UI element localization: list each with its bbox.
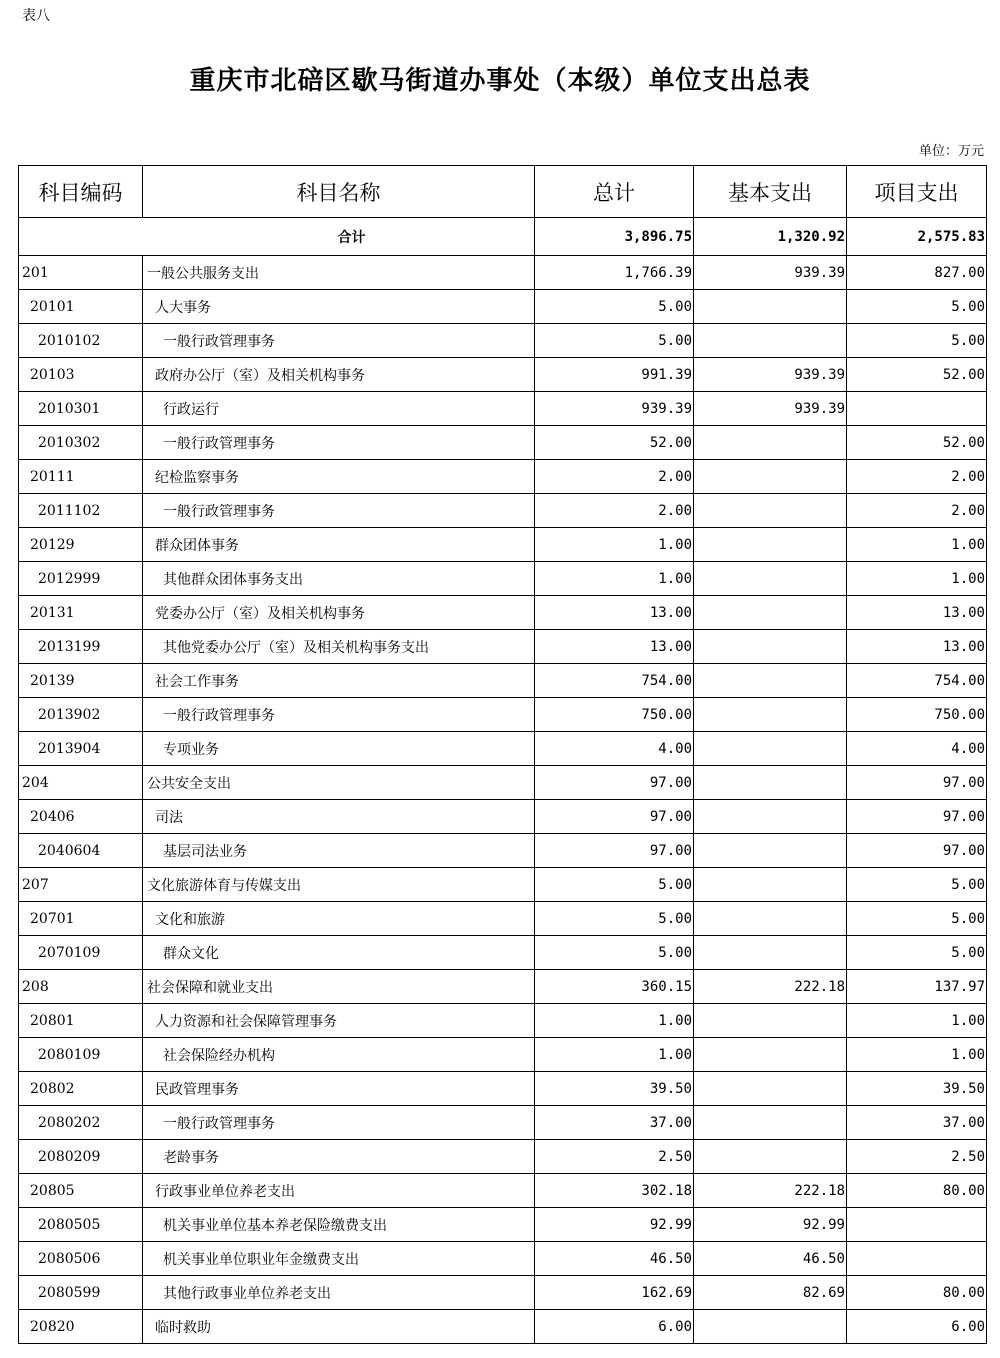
table-row bbox=[19, 392, 987, 426]
table-row bbox=[19, 1038, 987, 1072]
row-code: 2013199 bbox=[19, 630, 143, 664]
row-name: 党委办公厅（室）及相关机构事务 bbox=[143, 596, 535, 630]
table-row bbox=[19, 970, 987, 1004]
row-project: 13.00 bbox=[847, 630, 987, 664]
table-row bbox=[19, 1140, 987, 1174]
row-code: 2080209 bbox=[19, 1140, 143, 1174]
row-name: 专项业务 bbox=[143, 732, 535, 766]
table-row bbox=[19, 1004, 987, 1038]
row-code: 2010301 bbox=[19, 392, 143, 426]
row-total: 162.69 bbox=[535, 1276, 694, 1310]
row-name: 群众文化 bbox=[143, 936, 535, 970]
row-project bbox=[847, 1242, 987, 1276]
table-row bbox=[19, 800, 987, 834]
row-project: 4.00 bbox=[847, 732, 987, 766]
row-basic bbox=[694, 1310, 847, 1344]
row-basic: 82.69 bbox=[694, 1276, 847, 1310]
row-project: 1.00 bbox=[847, 1038, 987, 1072]
row-name: 群众团体事务 bbox=[143, 528, 535, 562]
row-code: 20805 bbox=[19, 1174, 143, 1208]
row-basic bbox=[694, 460, 847, 494]
row-basic bbox=[694, 664, 847, 698]
header-project: 项目支出 bbox=[847, 166, 987, 218]
row-project: 827.00 bbox=[847, 256, 987, 290]
row-code: 2011102 bbox=[19, 494, 143, 528]
row-total: 97.00 bbox=[535, 766, 694, 800]
row-project: 5.00 bbox=[847, 902, 987, 936]
table-row bbox=[19, 936, 987, 970]
table-row bbox=[19, 698, 987, 732]
row-name: 老龄事务 bbox=[143, 1140, 535, 1174]
row-basic: 939.39 bbox=[694, 256, 847, 290]
table-row bbox=[19, 868, 987, 902]
table-row bbox=[19, 324, 987, 358]
row-basic bbox=[694, 698, 847, 732]
row-code: 20801 bbox=[19, 1004, 143, 1038]
row-total: 2.00 bbox=[535, 460, 694, 494]
row-total: 302.18 bbox=[535, 1174, 694, 1208]
table-number-label: 表八 bbox=[22, 8, 50, 24]
row-basic bbox=[694, 290, 847, 324]
row-code: 2080505 bbox=[19, 1208, 143, 1242]
row-basic bbox=[694, 630, 847, 664]
row-project: 5.00 bbox=[847, 868, 987, 902]
row-total: 97.00 bbox=[535, 834, 694, 868]
row-code: 20139 bbox=[19, 664, 143, 698]
row-code: 2010302 bbox=[19, 426, 143, 460]
row-project: 80.00 bbox=[847, 1174, 987, 1208]
expenditure-table bbox=[18, 165, 987, 1344]
table-row bbox=[19, 256, 987, 290]
row-basic bbox=[694, 936, 847, 970]
row-code: 20101 bbox=[19, 290, 143, 324]
row-code: 2080109 bbox=[19, 1038, 143, 1072]
row-name: 社会保障和就业支出 bbox=[143, 970, 535, 1004]
row-project: 1.00 bbox=[847, 562, 987, 596]
unit-label: 单位：万元 bbox=[918, 144, 984, 159]
header-name: 科目名称 bbox=[143, 166, 535, 218]
row-name: 人力资源和社会保障管理事务 bbox=[143, 1004, 535, 1038]
row-code: 2010102 bbox=[19, 324, 143, 358]
row-code: 20701 bbox=[19, 902, 143, 936]
row-basic: 222.18 bbox=[694, 970, 847, 1004]
row-code: 201 bbox=[19, 256, 143, 290]
row-project: 37.00 bbox=[847, 1106, 987, 1140]
row-basic bbox=[694, 494, 847, 528]
row-total: 991.39 bbox=[535, 358, 694, 392]
row-name: 文化旅游体育与传媒支出 bbox=[143, 868, 535, 902]
row-basic bbox=[694, 596, 847, 630]
table-row bbox=[19, 630, 987, 664]
table-row bbox=[19, 1072, 987, 1106]
row-project: 2.00 bbox=[847, 494, 987, 528]
row-code: 20103 bbox=[19, 358, 143, 392]
row-project: 39.50 bbox=[847, 1072, 987, 1106]
row-basic bbox=[694, 902, 847, 936]
row-total: 360.15 bbox=[535, 970, 694, 1004]
header-row bbox=[19, 166, 987, 218]
table-row bbox=[19, 562, 987, 596]
row-name: 一般公共服务支出 bbox=[143, 256, 535, 290]
table-row bbox=[19, 902, 987, 936]
header-code: 科目编码 bbox=[19, 166, 143, 218]
row-name: 文化和旅游 bbox=[143, 902, 535, 936]
row-basic bbox=[694, 1038, 847, 1072]
row-project: 1.00 bbox=[847, 1004, 987, 1038]
row-name: 其他行政事业单位养老支出 bbox=[143, 1276, 535, 1310]
row-total: 13.00 bbox=[535, 630, 694, 664]
header-basic: 基本支出 bbox=[694, 166, 847, 218]
row-project: 750.00 bbox=[847, 698, 987, 732]
row-name: 一般行政管理事务 bbox=[143, 426, 535, 460]
row-name: 民政管理事务 bbox=[143, 1072, 535, 1106]
row-basic bbox=[694, 868, 847, 902]
row-code: 20820 bbox=[19, 1310, 143, 1344]
row-code: 20129 bbox=[19, 528, 143, 562]
table-row bbox=[19, 1276, 987, 1310]
table-row bbox=[19, 528, 987, 562]
total-project: 2,575.83 bbox=[847, 218, 987, 256]
row-total: 1.00 bbox=[535, 1038, 694, 1072]
row-basic bbox=[694, 562, 847, 596]
row-total: 1,766.39 bbox=[535, 256, 694, 290]
row-total: 1.00 bbox=[535, 1004, 694, 1038]
row-name: 司法 bbox=[143, 800, 535, 834]
table-row bbox=[19, 358, 987, 392]
row-total: 39.50 bbox=[535, 1072, 694, 1106]
row-basic: 939.39 bbox=[694, 358, 847, 392]
row-name: 一般行政管理事务 bbox=[143, 698, 535, 732]
row-project bbox=[847, 1208, 987, 1242]
row-total: 754.00 bbox=[535, 664, 694, 698]
row-name: 机关事业单位基本养老保险缴费支出 bbox=[143, 1208, 535, 1242]
row-code: 204 bbox=[19, 766, 143, 800]
row-total: 52.00 bbox=[535, 426, 694, 460]
row-name: 其他党委办公厅（室）及相关机构事务支出 bbox=[143, 630, 535, 664]
row-name: 社会工作事务 bbox=[143, 664, 535, 698]
row-project: 5.00 bbox=[847, 324, 987, 358]
row-project: 52.00 bbox=[847, 358, 987, 392]
row-total: 2.00 bbox=[535, 494, 694, 528]
row-project: 2.00 bbox=[847, 460, 987, 494]
row-basic bbox=[694, 426, 847, 460]
table-row bbox=[19, 494, 987, 528]
row-code: 2013904 bbox=[19, 732, 143, 766]
table-row bbox=[19, 290, 987, 324]
row-total: 92.99 bbox=[535, 1208, 694, 1242]
row-project: 5.00 bbox=[847, 290, 987, 324]
row-basic bbox=[694, 834, 847, 868]
row-project: 137.97 bbox=[847, 970, 987, 1004]
row-project: 97.00 bbox=[847, 834, 987, 868]
row-name: 政府办公厅（室）及相关机构事务 bbox=[143, 358, 535, 392]
row-basic: 222.18 bbox=[694, 1174, 847, 1208]
row-name: 临时救助 bbox=[143, 1310, 535, 1344]
table-row bbox=[19, 766, 987, 800]
row-code: 2040604 bbox=[19, 834, 143, 868]
row-total: 5.00 bbox=[535, 290, 694, 324]
row-name: 一般行政管理事务 bbox=[143, 494, 535, 528]
row-total: 5.00 bbox=[535, 324, 694, 358]
row-name: 公共安全支出 bbox=[143, 766, 535, 800]
row-project: 1.00 bbox=[847, 528, 987, 562]
row-total: 2.50 bbox=[535, 1140, 694, 1174]
row-basic bbox=[694, 1004, 847, 1038]
row-name: 基层司法业务 bbox=[143, 834, 535, 868]
row-project bbox=[847, 392, 987, 426]
page-title: 重庆市北碚区歇马街道办事处（本级）单位支出总表 bbox=[189, 66, 811, 96]
row-project: 5.00 bbox=[847, 936, 987, 970]
row-total: 5.00 bbox=[535, 902, 694, 936]
row-basic bbox=[694, 528, 847, 562]
row-name: 行政事业单位养老支出 bbox=[143, 1174, 535, 1208]
row-basic bbox=[694, 732, 847, 766]
row-total: 46.50 bbox=[535, 1242, 694, 1276]
total-basic: 1,320.92 bbox=[694, 218, 847, 256]
table-row bbox=[19, 426, 987, 460]
table-row bbox=[19, 1208, 987, 1242]
row-total: 5.00 bbox=[535, 936, 694, 970]
row-basic bbox=[694, 800, 847, 834]
row-total: 37.00 bbox=[535, 1106, 694, 1140]
row-total: 939.39 bbox=[535, 392, 694, 426]
row-name: 机关事业单位职业年金缴费支出 bbox=[143, 1242, 535, 1276]
row-code: 2080599 bbox=[19, 1276, 143, 1310]
row-code: 20406 bbox=[19, 800, 143, 834]
row-name: 其他群众团体事务支出 bbox=[143, 562, 535, 596]
table-row bbox=[19, 1242, 987, 1276]
total-amount: 3,896.75 bbox=[535, 218, 694, 256]
row-code: 20111 bbox=[19, 460, 143, 494]
total-row bbox=[19, 218, 987, 256]
row-total: 1.00 bbox=[535, 562, 694, 596]
table-row bbox=[19, 664, 987, 698]
row-name: 人大事务 bbox=[143, 290, 535, 324]
row-basic bbox=[694, 1072, 847, 1106]
table-row bbox=[19, 1106, 987, 1140]
row-name: 行政运行 bbox=[143, 392, 535, 426]
row-code: 20131 bbox=[19, 596, 143, 630]
table-row bbox=[19, 834, 987, 868]
header-total: 总计 bbox=[535, 166, 694, 218]
total-label: 合计 bbox=[19, 218, 535, 256]
row-project: 754.00 bbox=[847, 664, 987, 698]
row-total: 13.00 bbox=[535, 596, 694, 630]
table-row bbox=[19, 732, 987, 766]
row-code: 2013902 bbox=[19, 698, 143, 732]
row-total: 6.00 bbox=[535, 1310, 694, 1344]
row-basic bbox=[694, 1140, 847, 1174]
row-name: 社会保险经办机构 bbox=[143, 1038, 535, 1072]
row-name: 纪检监察事务 bbox=[143, 460, 535, 494]
row-project: 97.00 bbox=[847, 800, 987, 834]
row-basic: 46.50 bbox=[694, 1242, 847, 1276]
row-project: 2.50 bbox=[847, 1140, 987, 1174]
row-basic bbox=[694, 766, 847, 800]
row-code: 2080202 bbox=[19, 1106, 143, 1140]
row-project: 52.00 bbox=[847, 426, 987, 460]
row-basic bbox=[694, 324, 847, 358]
row-basic: 92.99 bbox=[694, 1208, 847, 1242]
row-project: 13.00 bbox=[847, 596, 987, 630]
row-code: 20802 bbox=[19, 1072, 143, 1106]
row-basic: 939.39 bbox=[694, 392, 847, 426]
row-basic bbox=[694, 1106, 847, 1140]
table-row bbox=[19, 596, 987, 630]
row-project: 6.00 bbox=[847, 1310, 987, 1344]
row-project: 97.00 bbox=[847, 766, 987, 800]
row-code: 207 bbox=[19, 868, 143, 902]
row-total: 1.00 bbox=[535, 528, 694, 562]
row-name: 一般行政管理事务 bbox=[143, 1106, 535, 1140]
row-total: 750.00 bbox=[535, 698, 694, 732]
row-code: 2070109 bbox=[19, 936, 143, 970]
row-name: 一般行政管理事务 bbox=[143, 324, 535, 358]
row-code: 2012999 bbox=[19, 562, 143, 596]
table-row bbox=[19, 1310, 987, 1344]
row-project: 80.00 bbox=[847, 1276, 987, 1310]
row-total: 4.00 bbox=[535, 732, 694, 766]
row-total: 5.00 bbox=[535, 868, 694, 902]
table-row bbox=[19, 1174, 987, 1208]
row-total: 97.00 bbox=[535, 800, 694, 834]
row-code: 208 bbox=[19, 970, 143, 1004]
table-row bbox=[19, 460, 987, 494]
row-code: 2080506 bbox=[19, 1242, 143, 1276]
